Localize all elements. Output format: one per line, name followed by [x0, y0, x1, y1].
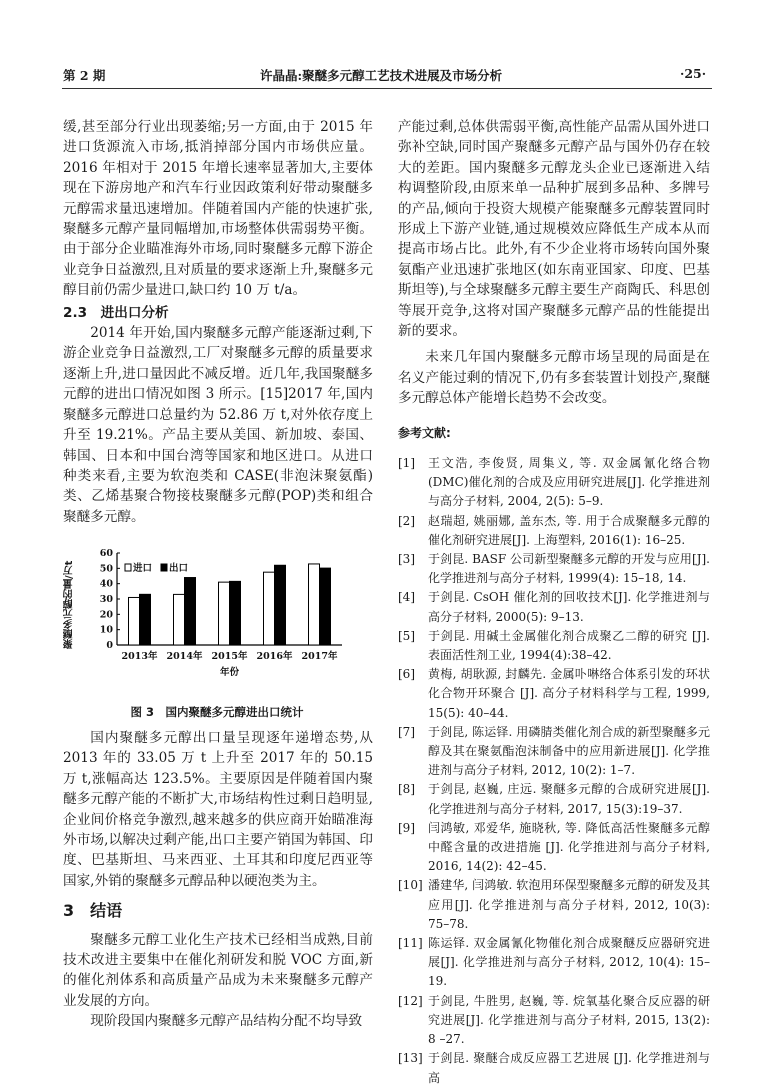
bar-进口 [129, 597, 140, 645]
chart-canvas [62, 543, 362, 683]
reference-text: 于剑昆. 用碱土金属催化剂合成聚乙二醇的研究 [J]. 表面活性剂工业, 1994(4):38–42. [428, 628, 710, 663]
legend-swatch-出口 [161, 564, 167, 571]
reference-item [398, 723, 710, 781]
reference-text: 陈运铎. 双金属氰化物催化剂合成聚醚反应器研究进展[J]. 化学推进剂与高分子材料, 2012, 10(4): 15–19. [428, 936, 710, 989]
reference-text: 于剑昆. BASF 公司新型聚醚多元醇的开发与应用[J]. 化学推进剂与高分子材料, 1999(4): 15–18, 14. [428, 552, 710, 586]
y-tick-label: 30 [99, 594, 113, 605]
reference-number: [5] [398, 628, 415, 643]
reference-text: 于剑昆, 赵巍, 庄远. 聚醚多元醇的合成研究进展[J]. 化学推进剂与高分子材料, 2017, 15(3):19–37. [428, 782, 710, 816]
legend-swatch-进口 [125, 564, 131, 571]
reference-text: 潘建华, 闫鸿敏. 软泡用环保型聚醚多元醇的研发及其应用[J]. 化学推进剂与高分子材料, 2012, 10(3): 75–78. [428, 878, 710, 931]
reference-number: [7] [398, 724, 415, 739]
x-tick-label: 2017年 [301, 651, 338, 662]
section-heading-3: 3 结语 [63, 901, 123, 921]
reference-text: 黄梅, 胡耿源, 封麟先. 金属卟啉络合体系引发的环状化合物开环聚合 [J]. 高分子材料科学与工程, 1999, 15(5): 40–44. [428, 667, 710, 720]
paragraph: 2014 年开始,国内聚醚多元醇产能逐渐过剩,下游企业竞争日益激烈,工厂对聚醚多元醇的质量要求逐渐上升,进口量因此不减反增。近几年,我国聚醚多元醇的进出口情况如图 3 所示。[15]2017 年,国内聚醚多元醇进口总量约为 52.86 万 t,对外依存度上升至 19.21%。产品主要从美国、新加坡、泰国、韩国、日本和中国台湾等国家和地区进口。从进口种类来看,主要为软泡类和 CASE(非泡沫聚氨酯)类、乙烯基聚合物接枝聚醚多元醇(POP)类和组合聚醚多元醇。 [63, 325, 373, 525]
section-heading-2-3: 2.3 进出口分析 [63, 304, 169, 321]
reference-text: 于剑昆, 牛胜男, 赵巍, 等. 烷氧基化聚合反应器的研究进展[J]. 化学推进剂与高分子材料, 2015, 13(2): 8 –27. [428, 993, 710, 1047]
y-tick-label: 0 [106, 640, 113, 651]
x-axis-label: 年份 [219, 667, 240, 678]
reference-text: 王文浩, 李俊贤, 周集义, 等. 双金属氰化络合物(DMC)催化剂的合成及应用研究进展[J]. 化学推进剂与高分子材料, 2004, 2(5): 5–9. [428, 456, 710, 509]
paragraph: 缓,甚至部分行业出现萎缩;另一方面,由于 2015 年进口货源流入市场,抵消掉部分国内市场供应量。2016 年相对于 2015 年增长速率显著加大,主要体现在下游房地产和汽车行业因政策利好带动聚醚多元醇需求量迅速增加。伴随着国内产能的快速扩张,聚醚多元醇产量同幅增加,市场整体供需弱势平衡。由于部分企业瞄准海外市场,同时聚醚多元醇下游企业竞争日益激烈,且对质量的要求逐渐上升,聚醚多元醇目前仍需少量进口,缺口约 10 万 t/a。 [63, 119, 373, 299]
reference-item [398, 627, 710, 665]
paragraph: 国内聚醚多元醇出口量呈现逐年递增态势,从 2013 年的 33.05 万 t 上升至 2017 年的 50.15 万 t,涨幅高达 123.5%。主要原因是伴随着国内聚醚多元醇产能的不断扩大,市场结构性过剩日趋明显,企业间价格竞争激烈,越来越多的供应商开始瞄准海外市场,以解决过剩产能,出口主要产销国为韩国、印度、巴基斯坦、马来西亚、土耳其和印度尼西亚等国家,外销的聚醚多元醇品种以硬泡类为主。 [63, 730, 373, 889]
issue-number: 第 2 期 [63, 68, 106, 83]
reference-number: [4] [398, 590, 415, 605]
left-column-top [63, 117, 373, 527]
y-axis-label: 聚醚多元醇的量/万t [64, 560, 75, 649]
figure-caption: 图 3 国内聚醚多元醇进出口统计 [130, 705, 304, 719]
bar-出口 [185, 578, 196, 645]
reference-item [398, 550, 710, 588]
references-heading: 参考文献: [398, 425, 451, 440]
bar-chart [62, 543, 362, 723]
reference-number: [8] [398, 782, 415, 797]
x-tick-label: 2016年 [256, 651, 293, 662]
right-column [398, 117, 710, 443]
reference-list [398, 454, 710, 1088]
reference-item [398, 992, 710, 1050]
bar-进口 [264, 572, 275, 645]
reference-text: 于剑昆. CsOH 催化剂的回收技术[J]. 化学推进剂与高分子材料, 2000(5): 9–13. [428, 590, 710, 624]
reference-item [398, 1049, 710, 1087]
reference-number: [2] [398, 513, 415, 528]
y-tick-label: 50 [99, 563, 113, 575]
reference-number: [3] [398, 552, 415, 567]
header-rule [62, 88, 712, 89]
x-tick-label: 2015年 [211, 651, 248, 662]
reference-text: 于剑昆, 陈运铎. 用磷腈类催化剂合成的新型聚醚多元醇及其在聚氨酯泡沫制备中的应用新进展[J]. 化学推进剂与高分子材料, 2012, 10(2): 1–7. [428, 724, 710, 778]
bar-出口 [320, 568, 331, 645]
reference-number: [9] [398, 820, 415, 835]
reference-text: 赵瑞超, 姚丽娜, 盖东杰, 等. 用于合成聚醚多元醇的催化剂研究进展[J]. 上海塑料, 2016(1): 16–25. [428, 513, 710, 547]
reference-item [398, 780, 710, 818]
y-tick-label: 20 [99, 609, 113, 621]
paragraph: 现阶段国内聚醚多元醇产品结构分配不均导致 [90, 1013, 363, 1030]
reference-item [398, 588, 710, 626]
bar-进口 [174, 594, 185, 645]
reference-item [398, 934, 710, 992]
legend-label: 出口 [169, 563, 189, 574]
bar-出口 [275, 565, 286, 645]
bar-进口 [219, 582, 230, 645]
reference-number: [11] [398, 936, 423, 951]
reference-item [398, 819, 710, 877]
paragraph: 未来几年国内聚醚多元醇市场呈现的局面是在名义产能过剩的情况下,仍有多套装置计划投产,聚醚多元醇总体产能增长趋势不会改变。 [398, 349, 710, 407]
page-number: ·25· [680, 66, 707, 81]
reference-text: 闫鸿敏, 邓爱华, 施晓秋, 等. 降低高活性聚醚多元醇中醛含量的改进措施 [J]. 化学推进剂与高分子材料, 2016, 14(2): 42–45. [428, 820, 710, 874]
legend-label: 进口 [133, 563, 153, 574]
y-tick-label: 40 [99, 578, 113, 590]
reference-number: [13] [398, 1051, 423, 1066]
bar-出口 [230, 581, 241, 645]
reference-item [398, 454, 710, 512]
reference-item [398, 512, 710, 550]
reference-number: [12] [398, 993, 423, 1008]
y-tick-label: 60 [99, 548, 113, 559]
paragraph: 产能过剩,总体供需弱平衡,高性能产品需从国外进口弥补空缺,同时国产聚醚多元醇产品与国外仍存在较大的差距。国内聚醚多元醇龙头企业已逐渐进入结构调整阶段,由原来单一品种扩展到多品种、多牌号的产品,倾向于投资大规模产能聚醚多元醇装置同时形成上下游产业链,通过规模效应降低生产成本从而提高市场占比。此外,有不少企业将市场转向国外聚氨酯产业迅速扩张地区(如东南亚国家、印度、巴基斯坦等),与全球聚醚多元醇主要生产商陶氏、科思创等展开竞争,这将对国产聚醚多元醇产品的性能提出新的要求。 [398, 119, 710, 340]
paragraph: 聚醚多元醇工业化生产技术已经相当成熟,目前技术改进主要集中在催化剂研发和脱 VOC 方面,新的催化剂体系和高质量产品成为未来聚醚多元醇产业发展的方向。 [63, 931, 373, 1009]
reference-text: 于剑昆. 聚醚合成反应器工艺进展 [J]. 化学推进剂与高 [428, 1051, 710, 1085]
running-title: 许晶晶:聚醚多元醇工艺技术进展及市场分析 [260, 68, 503, 83]
reference-number: [6] [398, 667, 415, 682]
x-tick-label: 2013年 [121, 651, 158, 662]
left-column-bottom [63, 728, 373, 1032]
reference-number: [10] [398, 878, 423, 893]
reference-item [398, 876, 710, 934]
bar-进口 [309, 564, 320, 645]
reference-item [398, 665, 710, 723]
bar-出口 [140, 594, 151, 645]
x-tick-label: 2014年 [166, 651, 203, 662]
y-tick-label: 10 [99, 624, 113, 636]
reference-number: [1] [398, 456, 415, 470]
